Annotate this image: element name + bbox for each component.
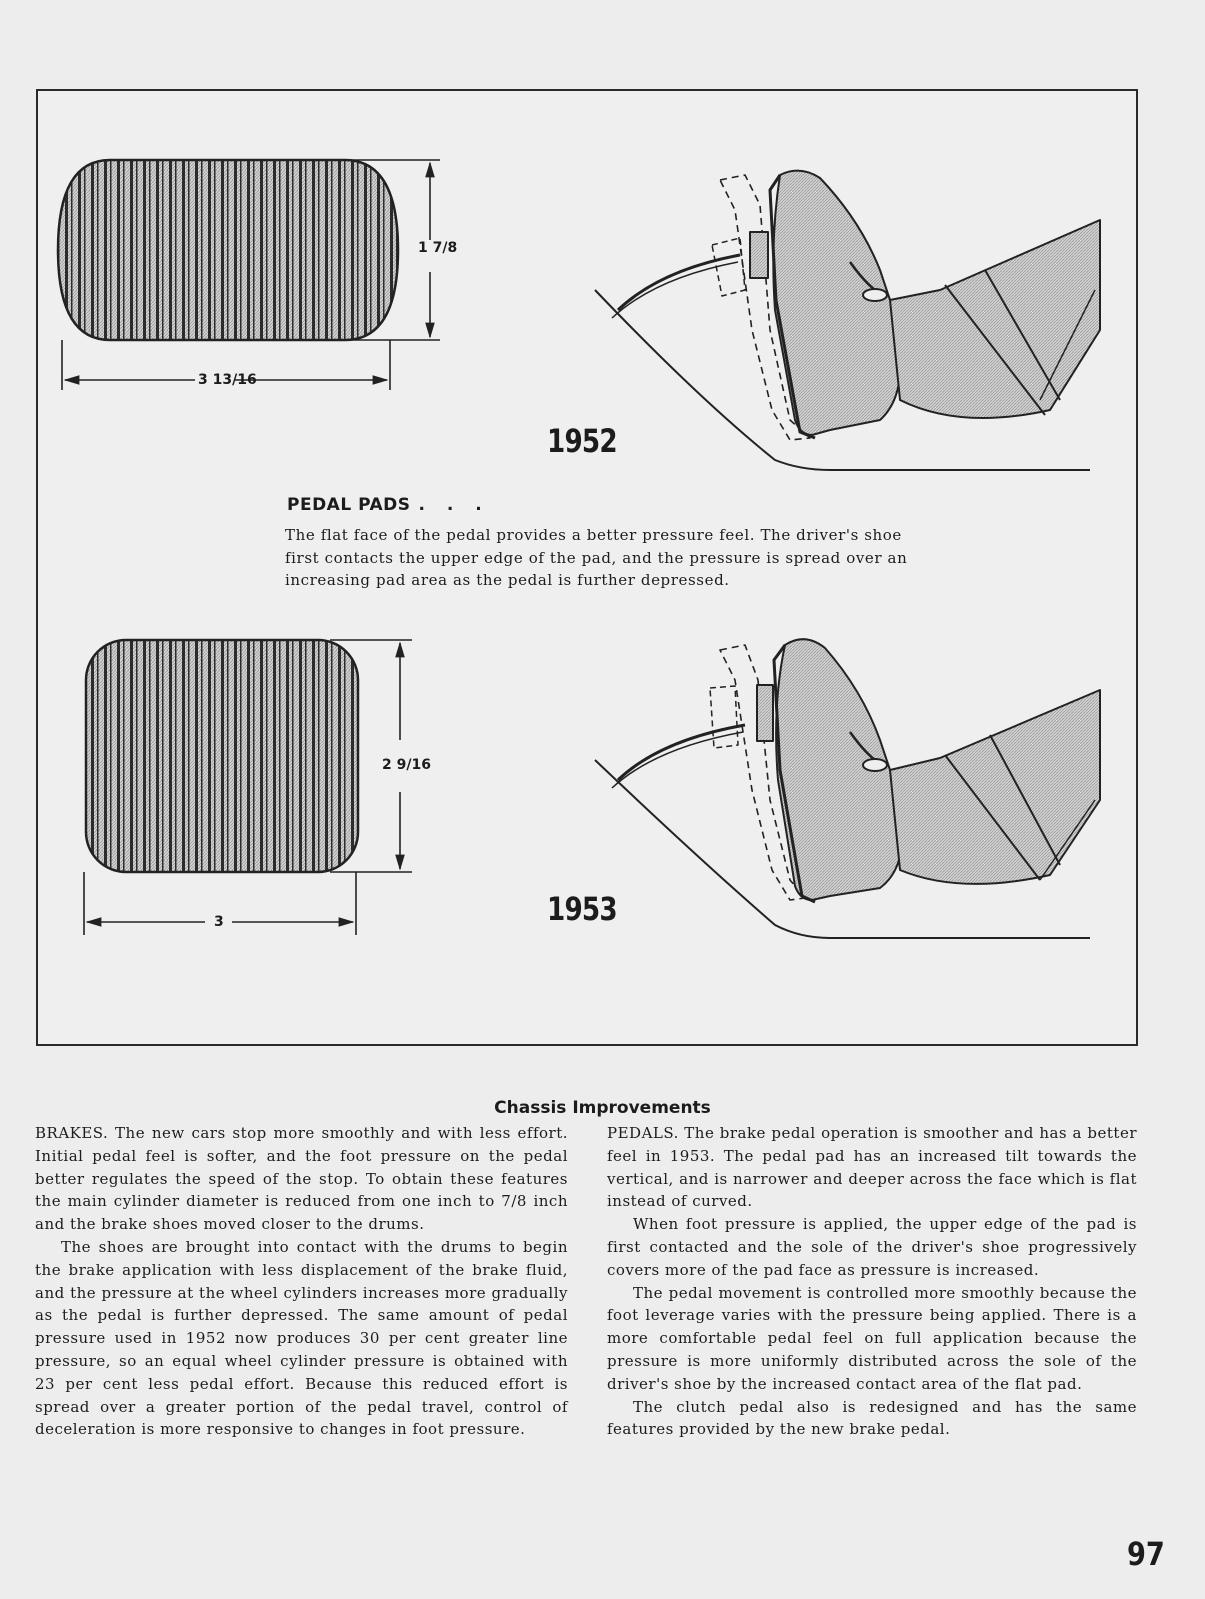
dimension-label-1952-width: 3 13/16 (198, 372, 257, 388)
paragraph: BRAKES. The new cars stop more smoothly and with less effort. Initial pedal feel is softer, and the foot pressure on the pedal better regulates the speed of the stop. To obtain these features the main cylinder diameter is reduced from one inch to 7/8 inch and the brake shoes moved closer to the drums. (35, 1124, 568, 1234)
paragraph: The shoes are brought into contact with the drums to begin the brake application with less displacement of the brake fluid, and the pressure at the wheel cylinders increases more gradually as the pedal is further depressed. The same amount of pedal pressure used in 1952 now produces 30 per cent greater line pressure, so an equal wheel cylinder pressure is obtained with 23 per cent less pedal effort. Because this reduced effort is spread over a greater portion of the pedal travel, control of deceleration is more responsive to changes in foot pressure. (35, 1237, 568, 1439)
dimension-label-1953-height: 2 9/16 (382, 757, 431, 773)
dimension-label-1953-width: 3 (214, 914, 224, 930)
page-number: 97 (1127, 1535, 1165, 1573)
paragraph: The pedal movement is controlled more smoothly because the foot leverage varies with the pressure being applied. There is a more comfortable pedal feel on full application because the pressure is more uniformly distributed across the sole of the driver's shoe by the increased contact area of the flat pad. (607, 1283, 1137, 1393)
figure-caption-title (287, 495, 490, 515)
article-column-right (607, 1122, 1137, 1441)
dimension-label-1952-height: 1 7/8 (418, 240, 458, 256)
caption-title-dots: . . . (418, 495, 490, 515)
caption-title-text: PEDAL PADS (287, 495, 411, 515)
article-column-left (35, 1122, 568, 1441)
figure-caption-text: The flat face of the pedal provides a better pressure feel. The driver's shoe first contacts the upper edge of the pad, and the pressure is spread over an increasing pad area as the pedal is further depressed. (285, 526, 908, 589)
foot-on-pedal-1952 (595, 171, 1100, 470)
pedal-pad-1952 (58, 160, 398, 340)
year-label-1953: 1953 (547, 890, 617, 928)
pedal-pad-1953 (86, 640, 358, 872)
foot-on-pedal-1953 (595, 639, 1100, 938)
section-title: Chassis Improvements (494, 1098, 711, 1118)
paragraph: When foot pressure is applied, the upper edge of the pad is first contacted and the sole of the driver's shoe progressively covers more of the pad face as pressure is increased. (607, 1215, 1137, 1279)
paragraph: The clutch pedal also is redesigned and has the same features provided by the new brake pedal. (607, 1397, 1137, 1439)
paragraph: PEDALS. The brake pedal operation is smoother and has a better feel in 1953. The pedal pad has an increased tilt towards the vertical, and is narrower and deeper across the face which is flat instead of curved. (607, 1124, 1137, 1211)
year-label-1952: 1952 (547, 422, 617, 460)
